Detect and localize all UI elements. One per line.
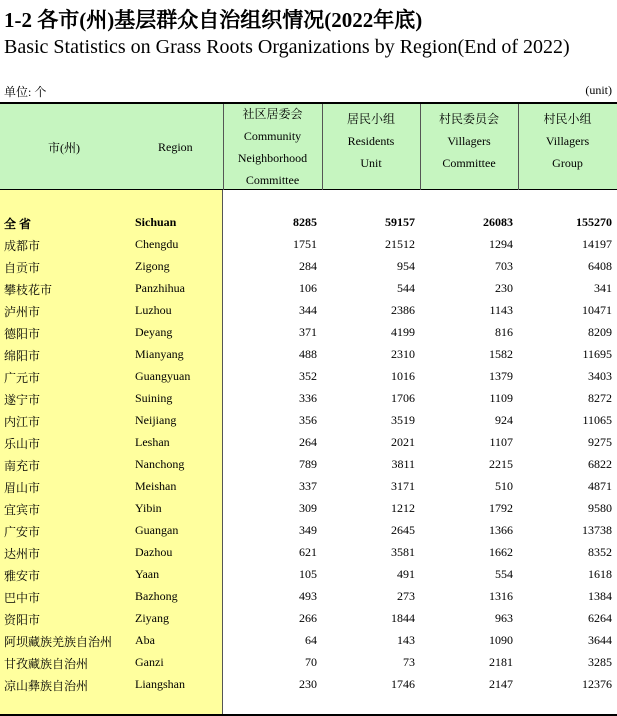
header-villagers-committee — [420, 104, 518, 190]
community-committee-value: 230 — [299, 677, 317, 691]
community-committee-value: 349 — [299, 523, 317, 537]
residents-unit-value: 544 — [397, 281, 415, 295]
villagers-group-value: 13738 — [582, 523, 612, 537]
region-name-en: Dazhou — [135, 545, 173, 559]
community-committee-value: 1751 — [293, 237, 317, 251]
region-name-en: Liangshan — [135, 677, 185, 691]
community-committee-value: 70 — [305, 655, 317, 669]
residents-unit-value: 3519 — [391, 413, 415, 427]
villagers-committee-value: 703 — [495, 259, 513, 273]
region-name-en: Leshan — [135, 435, 170, 449]
region-name-en: Chengdu — [135, 237, 179, 251]
villagers-group-value: 11695 — [582, 347, 612, 361]
villagers-group-value: 12376 — [582, 677, 612, 691]
residents-unit-value: 2310 — [391, 347, 415, 361]
villagers-group-value: 1618 — [588, 567, 612, 581]
residents-unit-value: 2645 — [391, 523, 415, 537]
residents-unit-value: 3811 — [391, 457, 415, 471]
residents-unit-value: 143 — [397, 633, 415, 647]
header-line: Community — [243, 129, 302, 143]
community-committee-value: 789 — [299, 457, 317, 471]
table-row — [0, 564, 617, 586]
residents-unit-value: 1706 — [391, 391, 415, 405]
region-name-en: Panzhihua — [135, 281, 185, 295]
villagers-committee-value: 26083 — [483, 215, 513, 229]
community-committee-value: 493 — [299, 589, 317, 603]
community-committee-value: 64 — [305, 633, 317, 647]
villagers-committee-value: 510 — [495, 479, 513, 493]
villagers-group-value: 9580 — [588, 501, 612, 515]
region-name-cn: 全 省 — [4, 217, 32, 231]
community-committee-value: 105 — [299, 567, 317, 581]
region-name-cn: 阿坝藏族羌族自治州 — [4, 635, 113, 649]
header-line: Villagers — [545, 134, 590, 148]
community-committee-value: 266 — [299, 611, 317, 625]
villagers-committee-value: 230 — [495, 281, 513, 295]
region-name-en: Sichuan — [135, 215, 177, 229]
villagers-committee-value: 963 — [495, 611, 513, 625]
region-name-cn: 雅安市 — [4, 569, 41, 583]
residents-unit-value: 21512 — [385, 237, 415, 251]
community-committee-value: 106 — [299, 281, 317, 295]
region-name-en: Mianyang — [135, 347, 184, 361]
region-name-en: Guangyuan — [135, 369, 191, 383]
header-line: Villagers — [447, 134, 491, 148]
region-name-en: Nanchong — [135, 457, 185, 471]
residents-unit-value: 491 — [397, 567, 415, 581]
villagers-committee-value: 2181 — [489, 655, 513, 669]
region-name-en: Meishan — [135, 479, 177, 493]
villagers-group-value: 9275 — [588, 435, 612, 449]
table-row — [0, 542, 617, 564]
table-row — [0, 586, 617, 608]
region-name-cn: 泸州市 — [4, 305, 41, 319]
header-line: Group — [552, 156, 583, 170]
header-line: 居民小组 — [346, 112, 395, 126]
villagers-group-value: 4871 — [588, 479, 612, 493]
table-row — [0, 674, 617, 696]
table-row — [0, 498, 617, 520]
table-row — [0, 300, 617, 322]
header-city-cn: 市(州) — [48, 140, 80, 155]
region-name-cn: 内江市 — [4, 415, 41, 429]
region-name-cn: 眉山市 — [4, 481, 41, 495]
villagers-committee-value: 554 — [495, 567, 513, 581]
community-committee-value: 8285 — [293, 215, 317, 229]
region-name-en: Yibin — [135, 501, 162, 515]
community-committee-value: 356 — [299, 413, 317, 427]
region-name-en: Bazhong — [135, 589, 178, 603]
statistics-table — [0, 102, 617, 716]
villagers-committee-value: 1662 — [489, 545, 513, 559]
villagers-group-value: 341 — [594, 281, 612, 295]
community-committee-value: 337 — [299, 479, 317, 493]
region-name-en: Guangan — [135, 523, 179, 537]
region-name-cn: 乐山市 — [4, 437, 41, 451]
region-name-en: Luzhou — [135, 303, 172, 317]
residents-unit-value: 73 — [403, 655, 415, 669]
residents-unit-value: 1844 — [391, 611, 415, 625]
villagers-group-value: 10471 — [582, 303, 612, 317]
region-name-cn: 广元市 — [4, 371, 41, 385]
residents-unit-value: 2021 — [391, 435, 415, 449]
table-row — [0, 630, 617, 652]
region-name-cn: 凉山彝族自治州 — [4, 679, 89, 693]
region-name-cn: 攀枝花市 — [4, 283, 53, 297]
page-title-chinese: 1-2 各市(州)基层群众自治组织情况(2022年底) — [4, 8, 423, 32]
villagers-group-value: 6264 — [588, 611, 612, 625]
community-committee-value: 371 — [299, 325, 317, 339]
residents-unit-value: 3581 — [391, 545, 415, 559]
region-name-en: Ziyang — [135, 611, 169, 625]
region-name-cn: 绵阳市 — [4, 349, 41, 363]
residents-unit-value: 4199 — [391, 325, 415, 339]
region-name-cn: 达州市 — [4, 547, 41, 561]
villagers-group-value: 14197 — [582, 237, 612, 251]
residents-unit-value: 1212 — [391, 501, 415, 515]
region-name-cn: 遂宁市 — [4, 393, 41, 407]
header-line: Residents — [347, 134, 395, 148]
header-residents-unit — [322, 104, 420, 190]
villagers-committee-value: 1366 — [489, 523, 513, 537]
community-committee-value: 336 — [299, 391, 317, 405]
villagers-group-value: 3644 — [588, 633, 612, 647]
villagers-group-value: 11065 — [582, 413, 612, 427]
villagers-group-value: 6408 — [588, 259, 612, 273]
villagers-committee-value: 2147 — [489, 677, 513, 691]
residents-unit-value: 954 — [397, 259, 415, 273]
villagers-committee-value: 1107 — [489, 435, 513, 449]
community-committee-value: 621 — [299, 545, 317, 559]
villagers-committee-value: 924 — [495, 413, 513, 427]
header-line: Neighborhood — [237, 151, 308, 165]
table-row — [0, 432, 617, 454]
region-name-en: Deyang — [135, 325, 173, 339]
villagers-group-value: 3285 — [588, 655, 612, 669]
table-row — [0, 410, 617, 432]
community-committee-value: 264 — [299, 435, 317, 449]
villagers-group-value: 1384 — [588, 589, 612, 603]
region-name-cn: 资阳市 — [4, 613, 41, 627]
region-name-cn: 南充市 — [4, 459, 41, 473]
table-row — [0, 652, 617, 674]
table-row — [0, 608, 617, 630]
header-region-en: Region — [158, 139, 193, 154]
header-line: 村民小组 — [543, 112, 592, 126]
villagers-group-value: 155270 — [576, 215, 612, 229]
header-line: Unit — [360, 156, 382, 170]
residents-unit-value: 1016 — [391, 369, 415, 383]
villagers-committee-value: 816 — [495, 325, 513, 339]
region-name-cn: 宜宾市 — [4, 503, 41, 517]
villagers-committee-value: 1109 — [489, 391, 513, 405]
region-name-cn: 甘孜藏族自治州 — [4, 657, 89, 671]
table-row — [0, 388, 617, 410]
villagers-group-value: 6822 — [588, 457, 612, 471]
community-committee-value: 284 — [299, 259, 317, 273]
community-committee-value: 344 — [299, 303, 317, 317]
residents-unit-value: 273 — [397, 589, 415, 603]
region-name-en: Neijiang — [135, 413, 177, 427]
table-row — [0, 256, 617, 278]
villagers-group-value: 8209 — [588, 325, 612, 339]
villagers-committee-value: 1090 — [489, 633, 513, 647]
villagers-committee-value: 1143 — [489, 303, 513, 317]
table-row — [0, 520, 617, 542]
residents-unit-value: 3171 — [391, 479, 415, 493]
unit-label-english: (unit) — [585, 83, 612, 97]
villagers-committee-value: 2215 — [489, 457, 513, 471]
region-name-en: Ganzi — [135, 655, 164, 669]
region-name-cn: 成都市 — [4, 239, 41, 253]
header-line: Committee — [442, 156, 496, 170]
villagers-committee-value: 1294 — [489, 237, 513, 251]
villagers-group-value: 8352 — [588, 545, 612, 559]
table-row — [0, 278, 617, 300]
header-line: Committee — [245, 173, 300, 187]
header-line: 社区居委会 — [242, 107, 303, 121]
region-name-en: Aba — [135, 633, 155, 647]
region-name-cn: 巴中市 — [4, 591, 41, 605]
residents-unit-value: 2386 — [391, 303, 415, 317]
table-row — [0, 366, 617, 388]
region-name-cn: 德阳市 — [4, 327, 41, 341]
table-row-total — [0, 212, 617, 234]
villagers-group-value: 3403 — [588, 369, 612, 383]
residents-unit-value: 59157 — [385, 215, 415, 229]
community-committee-value: 309 — [299, 501, 317, 515]
region-name-en: Suining — [135, 391, 173, 405]
villagers-committee-value: 1792 — [489, 501, 513, 515]
table-row — [0, 234, 617, 256]
unit-label-chinese: 单位: 个 — [4, 85, 47, 99]
header-line: 村民委员会 — [438, 112, 499, 126]
villagers-committee-value: 1379 — [489, 369, 513, 383]
villagers-group-value: 8272 — [588, 391, 612, 405]
region-name-en: Yaan — [135, 567, 160, 581]
region-name-cn: 自贡市 — [4, 261, 41, 275]
villagers-committee-value: 1582 — [489, 347, 513, 361]
header-community-committee — [223, 104, 322, 190]
region-name-en: Zigong — [135, 259, 170, 273]
region-name-cn: 广安市 — [4, 525, 41, 539]
table-row — [0, 454, 617, 476]
community-committee-value: 488 — [299, 347, 317, 361]
community-committee-value: 352 — [299, 369, 317, 383]
villagers-committee-value: 1316 — [489, 589, 513, 603]
table-row — [0, 476, 617, 498]
page-title-english: Basic Statistics on Grass Roots Organizations by Region(End of 2022) — [4, 36, 570, 58]
header-villagers-group — [518, 104, 617, 190]
residents-unit-value: 1746 — [391, 677, 415, 691]
table-row — [0, 344, 617, 366]
table-row — [0, 322, 617, 344]
